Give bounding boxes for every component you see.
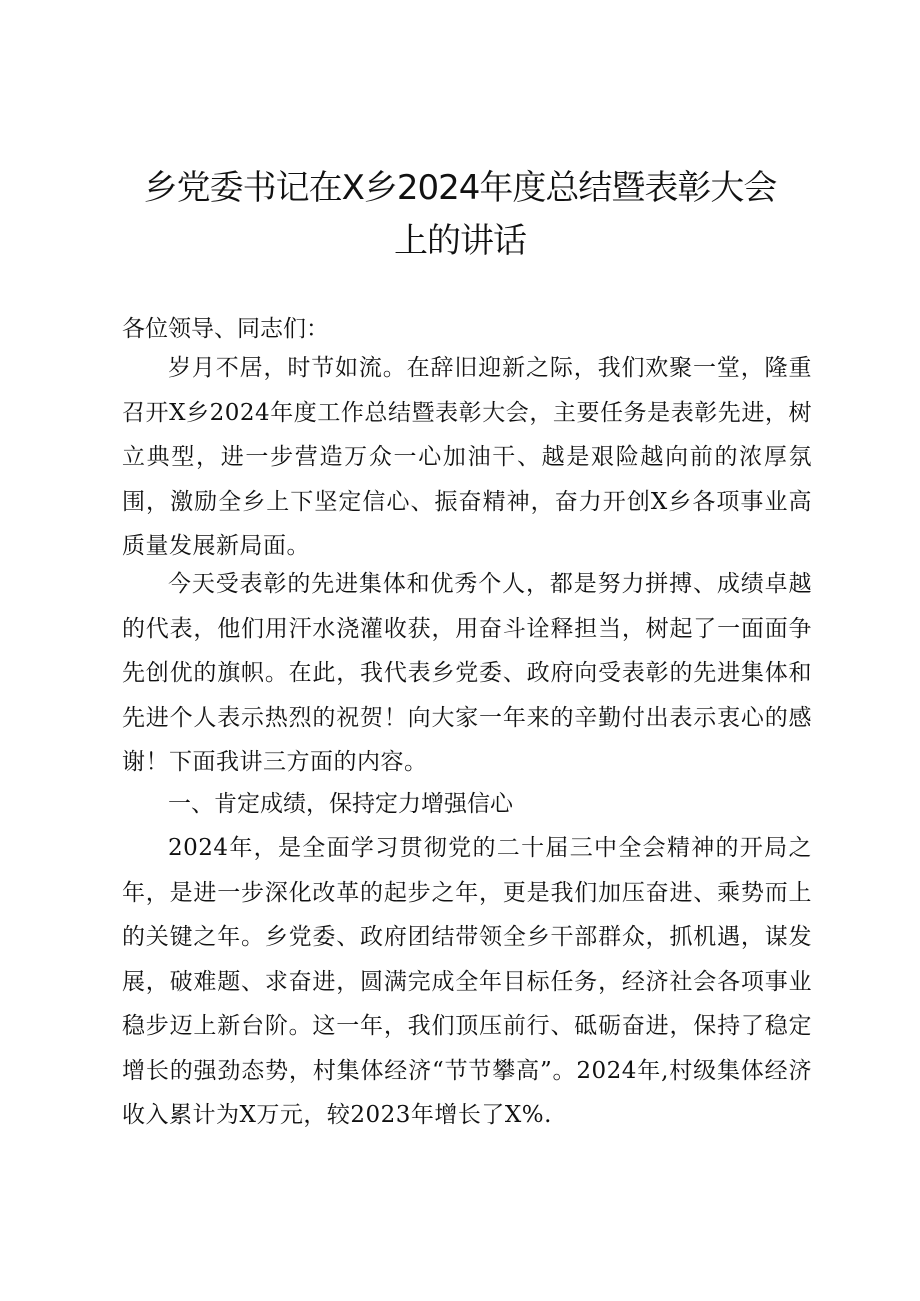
paragraph-congratulations: 今天受表彰的先进集体和优秀个人，都是努力拼搏、成绩卓越的代表，他们用汗水浇灌收获，用奋斗诠释担当，树起了一面面争先创优的旗帜。在此，我代表乡党委、政府向受表彰的先进集体和先进个人表示热烈的祝贺！向大家一年来的辛勤付出表示衷心的感谢！下面我讲三方面的内容。 (122, 571, 812, 775)
paragraph-opening: 岁月不居，时节如流。在辞旧迎新之际，我们欢聚一堂，隆重召开X乡2024年度工作总结暨表彰大会，主要任务是表彰先进，树立典型，进一步营造万众一心加油干、越是艰险越向前的浓厚氛围，激励全乡上下坚定信心、振奋精神，奋力开创X乡各项事业高质量发展新局面。 (122, 355, 812, 559)
greeting: 各位领导、同志们： (122, 316, 329, 342)
document-title-line-1: 乡党委书记在X乡2024年度总结暨表彰大会 (143, 168, 777, 208)
document-title-line-2: 上的讲话 (394, 221, 526, 261)
section-paragraph: 2024年，是全面学习贯彻党的二十届三中全会精神的开局之年，是进一步深化改革的起步之年，更是我们加压奋进、乘势而上的关键之年。乡党委、政府团结带领全乡干部群众，抓机遇，谋发展，破难题、求奋进，圆满完成全年目标任务，经济社会各项事业稳步迈上新台阶。这一年，我们顶压前行、砥砺奋进，保持了稳定增长的强劲态势，村集体经济“节节攀高”。2024年,村级集体经济收入累计为X万元，较2023年增长了X%. (122, 835, 812, 1128)
section-heading: 一、肯定成绩，保持定力增强信心 (168, 791, 513, 817)
